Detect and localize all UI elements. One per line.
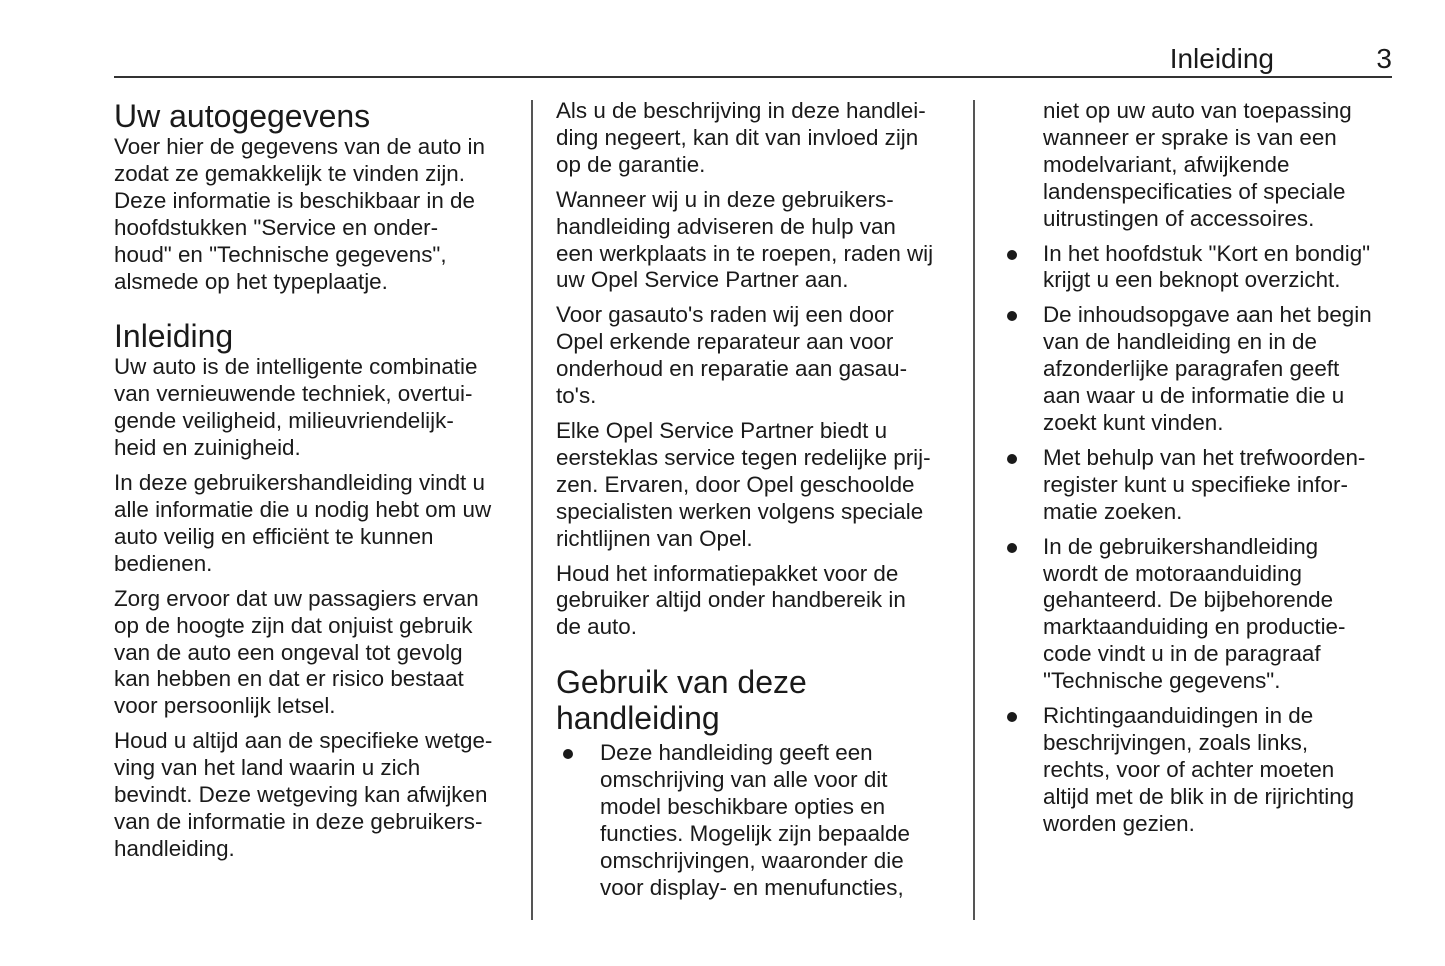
text-line: alsmede op het typeplaatje.: [114, 268, 388, 294]
text-line: functies. Mogelijk zijn bepaalde: [600, 820, 910, 846]
text-line: Deze informatie is beschikbaar in de: [114, 187, 475, 213]
text-line: Uw auto is de intelligente combinatie: [114, 354, 478, 380]
text-line: De inhoudsopgave aan het begin: [1043, 302, 1372, 328]
section-heading-inleiding: Inleiding: [114, 318, 234, 355]
paragraph: [556, 98, 956, 179]
text-line: "Technische gegevens".: [1043, 668, 1281, 694]
text-line: matie zoeken.: [1043, 498, 1183, 524]
text-line: Voor gasauto's raden wij een door: [556, 302, 894, 328]
text-line: van de handleiding en in de: [1043, 329, 1317, 355]
paragraph: [114, 728, 514, 863]
section-heading-uw-autogegevens: Uw autogegevens: [114, 98, 371, 134]
text-line: model beschikbare opties en: [600, 794, 886, 820]
column-2: [556, 98, 956, 910]
paragraph: [114, 134, 514, 295]
text-line: handleiding adviseren de hulp van: [556, 213, 896, 239]
text-line: In het hoofdstuk "Kort en bondig": [1043, 240, 1371, 266]
text-line: voor persoonlijk letsel.: [114, 693, 336, 719]
text-line: heid en zuinigheid.: [114, 435, 301, 461]
text-line: wanneer er sprake is van een: [1043, 124, 1337, 150]
column-3: [1000, 98, 1400, 846]
text-line: gehanteerd. De bijbehorende: [1043, 587, 1334, 613]
column-divider: [531, 100, 533, 920]
text-line: alle informatie die u nodig hebt om uw: [114, 496, 492, 522]
page-number: 3: [1376, 43, 1392, 74]
bullet-icon: [1007, 311, 1017, 321]
text-line: worden gezien.: [1043, 810, 1195, 836]
text-line: van de auto een ongeval tot gevolg: [114, 639, 463, 665]
text-line: Houd u altijd aan de specifieke wetge-: [114, 728, 493, 754]
list-item: [1000, 703, 1400, 838]
text-line: ving van het land waarin u zich: [114, 755, 421, 781]
text-line: onderhoud en reparatie aan gasau-: [556, 356, 908, 382]
bullet-icon: [1007, 454, 1017, 464]
paragraph: [114, 586, 514, 721]
text-line: uitrustingen of accessoires.: [1043, 205, 1315, 231]
text-line: rechts, voor of achter moeten: [1043, 756, 1335, 782]
bullet-icon: [1007, 250, 1017, 260]
text-line: van vernieuwende techniek, overtui-: [114, 381, 473, 407]
text-line: niet op uw auto van toepassing: [1043, 98, 1352, 123]
section-heading-gebruik-van-deze-handleiding: [556, 664, 956, 736]
text-line: uw Opel Service Partner aan.: [556, 267, 849, 293]
text-line: bevindt. Deze wetgeving kan afwijken: [114, 782, 488, 808]
text-line: beschrijvingen, zoals links,: [1043, 729, 1309, 755]
text-line: Opel erkende reparateur aan voor: [556, 329, 894, 355]
text-line: specialisten werken volgens speciale: [556, 498, 924, 524]
text-line: In deze gebruikershandleiding vindt u: [114, 470, 485, 496]
text-line: afzonderlijke paragrafen geeft: [1043, 356, 1340, 382]
text-line: altijd met de blik in de rijrichting: [1043, 783, 1355, 809]
text-line: handleiding.: [114, 835, 235, 861]
text-line: Voer hier de gegevens van de auto in: [114, 134, 485, 159]
text-line: voor display- en menufuncties,: [600, 874, 904, 900]
paragraph: [556, 187, 956, 295]
running-header-title: Inleiding: [1169, 43, 1274, 74]
text-line: landenspecificaties of speciale: [1043, 178, 1346, 204]
bullet-list: [1000, 241, 1400, 838]
list-item: [1000, 445, 1400, 526]
text-line: bedienen.: [114, 550, 213, 576]
page-header: [114, 40, 1392, 78]
text-line: register kunt u specifieke infor-: [1043, 471, 1348, 497]
list-item: [556, 740, 956, 901]
text-line: auto veilig en efficiënt te kunnen: [114, 523, 434, 549]
text-line: gende veiligheid, milieuvriendelijk-: [114, 408, 454, 434]
paragraph: [114, 354, 514, 462]
heading-line: Gebruik van deze: [556, 664, 807, 701]
text-line: wordt de motoraanduiding: [1043, 560, 1302, 586]
text-line: Deze handleiding geeft een: [600, 740, 873, 766]
text-line: gebruiker altijd onder handbereik in: [556, 587, 906, 613]
text-line: Wanneer wij u in deze gebruikers-: [556, 186, 894, 212]
bullet-icon: [1007, 543, 1017, 553]
list-item-continuation: [1000, 98, 1400, 233]
text-line: eersteklas service tegen redelijke prij-: [556, 444, 931, 470]
text-line: Met behulp van het trefwoorden-: [1043, 444, 1366, 470]
text-line: Zorg ervoor dat uw passagiers ervan: [114, 585, 479, 611]
text-line: ding negeert, kan dit van invloed zijn: [556, 124, 919, 150]
heading-line: handleiding: [556, 700, 720, 737]
text-line: Houd het informatiepakket voor de: [556, 560, 899, 586]
text-line: code vindt u in de paragraaf: [1043, 641, 1321, 667]
text-line: Richtingaanduidingen in de: [1043, 703, 1314, 729]
paragraph: [556, 302, 956, 410]
list-item: [1000, 241, 1400, 295]
paragraph: [556, 418, 956, 553]
bullet-icon: [563, 749, 573, 759]
text-line: modelvariant, afwijkende: [1043, 151, 1290, 177]
text-line: zen. Ervaren, door Opel geschoolde: [556, 471, 915, 497]
paragraph: [556, 561, 956, 642]
text-line: een werkplaats in te roepen, raden wij: [556, 240, 934, 266]
text-line: op de garantie.: [556, 151, 706, 177]
text-line: omschrijving van alle voor dit: [600, 767, 888, 793]
list-item: [1000, 534, 1400, 695]
text-line: de auto.: [556, 614, 637, 640]
text-line: Elke Opel Service Partner biedt u: [556, 417, 888, 443]
text-line: marktaanduiding en productie-: [1043, 614, 1346, 640]
column-divider: [973, 100, 975, 920]
text-line: op de hoogte zijn dat onjuist gebruik: [114, 612, 473, 638]
column-1: [114, 98, 514, 871]
bullet-icon: [1007, 712, 1017, 722]
text-line: houd" en "Technische gegevens",: [114, 241, 447, 267]
text-line: richtlijnen van Opel.: [556, 525, 753, 551]
list-item: [1000, 302, 1400, 437]
text-line: to's.: [556, 383, 597, 409]
text-line: aan waar u de informatie die u: [1043, 383, 1345, 409]
text-line: hoofdstukken "Service en onder-: [114, 214, 439, 240]
text-line: In de gebruikershandleiding: [1043, 533, 1319, 559]
text-line: omschrijvingen, waaronder die: [600, 847, 904, 873]
text-line: krijgt u een beknopt overzicht.: [1043, 267, 1341, 293]
text-line: van de informatie in deze gebruikers-: [114, 808, 483, 834]
paragraph: [114, 470, 514, 578]
bullet-list: [556, 740, 956, 901]
text-line: kan hebben en dat er risico bestaat: [114, 666, 464, 692]
text-line: zoekt kunt vinden.: [1043, 409, 1224, 435]
text-line: Als u de beschrijving in deze handlei-: [556, 98, 926, 123]
text-line: zodat ze gemakkelijk te vinden zijn.: [114, 160, 465, 186]
